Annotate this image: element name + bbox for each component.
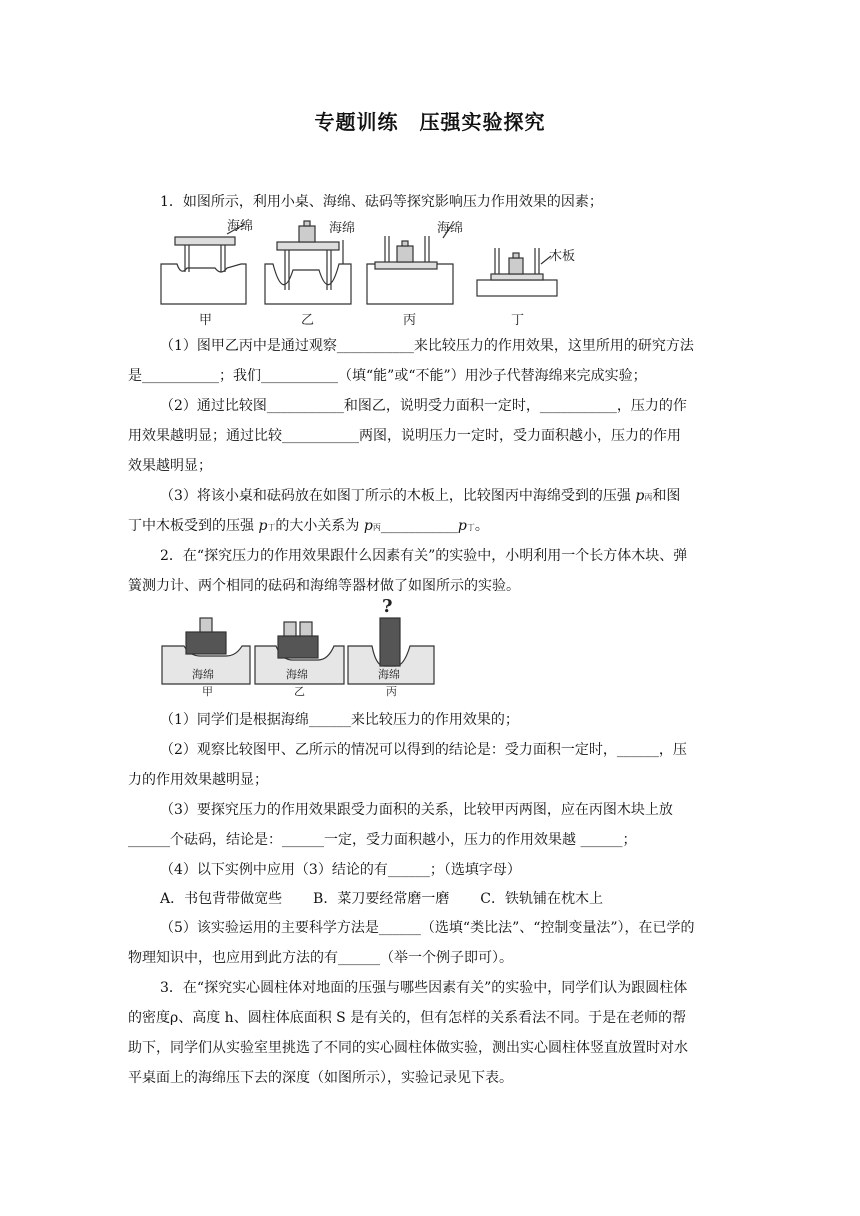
q2-jia-block xyxy=(186,632,226,654)
q1-part3-text-a: （3）将该小桌和砝码放在如图丁所示的木板上，比较图丙中海绵受到的压强 xyxy=(160,488,631,504)
q2-bing-block xyxy=(380,618,400,666)
sub-bing: 丙 xyxy=(644,493,653,502)
q2-yi-block xyxy=(278,636,318,658)
q2-part2-line1: （2）观察比较图甲、乙所示的情况可以得到的结论是：受力面积一定时，______，压 xyxy=(160,742,687,758)
q2-part2-line2: 力的作用效果越明显； xyxy=(128,772,268,788)
q1-fig-sponge-label-1: 海绵 xyxy=(227,219,254,234)
q2-part5-line2: 物理知识中，也应用到此方法的有______（举一个例子即可）。 xyxy=(128,950,513,966)
q2-fig-yi: 乙 xyxy=(294,685,305,698)
period: 。 xyxy=(474,518,489,534)
sub-ding: 丁 xyxy=(267,523,276,532)
q2-part3-line2: ______个砝码，结论是：______一定，受力面积越小，压力的作用效果越 ______； xyxy=(128,832,637,848)
q1-bing-table-top xyxy=(375,262,437,269)
q2-fig-sponge-1: 海绵 xyxy=(192,668,214,681)
q2-fig-sponge-3: 海绵 xyxy=(378,668,400,681)
p-symbol: p xyxy=(363,518,373,534)
q3-line1: 3．在“探究实心圆柱体对地面的压强与哪些因素有关”的实验中，同学们认为跟圆柱体 xyxy=(160,980,688,996)
q1-fig-yi: 乙 xyxy=(301,313,315,328)
q2-option-c[interactable]: C．铁轨铺在枕木上 xyxy=(480,891,603,907)
q1-fig-board-label: 木板 xyxy=(549,249,576,264)
q2-figure xyxy=(160,596,440,700)
q1-figure xyxy=(155,212,585,328)
sub-ding: 丁 xyxy=(466,523,475,532)
q1-part2-line2: 用效果越明显；通过比较___________两图，说明压力一定时，受力面积越小，压力的作用 xyxy=(128,428,681,444)
q1-part3-text-d: 的大小关系为 xyxy=(275,518,360,534)
q1-part2-line3: 效果越明显； xyxy=(128,458,212,474)
q1-fig-sponge-label-3: 海绵 xyxy=(437,221,464,236)
q1-yi-weight xyxy=(299,226,315,242)
q1-fig-bing: 丙 xyxy=(403,313,417,328)
q1-bing-weight xyxy=(397,246,413,262)
q1-jia-sponge-box xyxy=(161,264,246,304)
q2-jia-weight xyxy=(200,618,212,632)
q2-part5-line1: （5）该实验运用的主要科学方法是______（选填“类比法”、“控制变量法”），在已学的 xyxy=(160,920,695,936)
q2-yi-weight-1 xyxy=(284,622,296,636)
q1-part1-line1: （1）图甲乙丙中是通过观察___________来比较压力的作用效果，这里所用的研究方法 xyxy=(160,338,694,354)
q2-option-a[interactable]: A．书包背带做宽些 xyxy=(160,891,283,907)
q1-part3-text-c: 丁中木板受到的压强 xyxy=(128,518,254,534)
q2-fig-sponge-2: 海绵 xyxy=(286,668,308,681)
q3-line4: 平桌面上的海绵压下去的深度（如图所示），实验记录见下表。 xyxy=(128,1070,513,1086)
q1-jia-table-top xyxy=(175,237,235,245)
q2-options xyxy=(160,888,760,908)
q1-part3-text-b: 和图 xyxy=(652,488,681,504)
answer-blank[interactable]: ___________ xyxy=(380,518,458,534)
p-symbol: p xyxy=(635,488,645,504)
q1-yi-sponge-box xyxy=(265,264,351,304)
q1-fig-jia: 甲 xyxy=(199,313,213,328)
q2-stem-line1: 2．在“探究压力的作用效果跟什么因素有关”的实验中，小明利用一个长方体木块、弹 xyxy=(160,548,688,564)
q1-ding-board xyxy=(477,280,557,296)
page-title: 专题训练 压强实验探究 xyxy=(314,110,546,134)
q1-yi-table-top xyxy=(277,242,339,250)
q2-option-b[interactable]: B．菜刀要经常磨一磨 xyxy=(313,891,450,907)
q1-fig-ding: 丁 xyxy=(511,313,525,328)
q1-fig-sponge-label-2: 海绵 xyxy=(329,221,356,236)
q2-stem-line2: 簧测力计、两个相同的砝码和海绵等器材做了如图所示的实验。 xyxy=(128,578,520,594)
q2-part3-line1: （3）要探究压力的作用效果跟受力面积的关系，比较甲丙两图，应在丙图木块上放 xyxy=(160,802,673,818)
q2-yi-weight-2 xyxy=(300,622,312,636)
q2-part4: （4）以下实例中应用（3）结论的有______；（选填字母） xyxy=(160,862,521,878)
q1-ding-weight xyxy=(509,258,523,274)
q1-stem: 1．如图所示，利用小桌、海绵、砝码等探究影响压力作用效果的因素； xyxy=(160,194,603,210)
q1-part3-line1 xyxy=(160,485,760,505)
q3-line2: 的密度ρ、高度 h、圆柱体底面积 S 是有关的，但有怎样的关系看法不同。于是在老师的帮 xyxy=(128,1010,687,1026)
q3-line3: 助下，同学们从实验室里挑选了不同的实心圆柱体做实验，测出实心圆柱体竖直放置时对水 xyxy=(128,1040,688,1056)
q1-bing-sponge-box xyxy=(367,264,453,304)
q1-part1-line2: 是___________；我们___________（填“能”或“不能”）用沙子代替海绵来完成实验； xyxy=(128,368,647,384)
q1-ding-table-top xyxy=(491,274,543,280)
q1-part3-line2 xyxy=(128,515,728,535)
q2-fig-bing: 丙 xyxy=(386,685,397,698)
q2-part1: （1）同学们是根据海绵______来比较压力的作用效果的； xyxy=(160,712,519,728)
q1-part2-line1: （2）通过比较图___________和图乙，说明受力面积一定时，___________，压力的作 xyxy=(160,398,687,414)
p-symbol: p xyxy=(258,518,268,534)
sub-bing: 丙 xyxy=(372,523,381,532)
p-symbol: p xyxy=(457,518,467,534)
q2-fig-question: ? xyxy=(382,596,393,617)
q2-fig-jia: 甲 xyxy=(202,685,213,698)
